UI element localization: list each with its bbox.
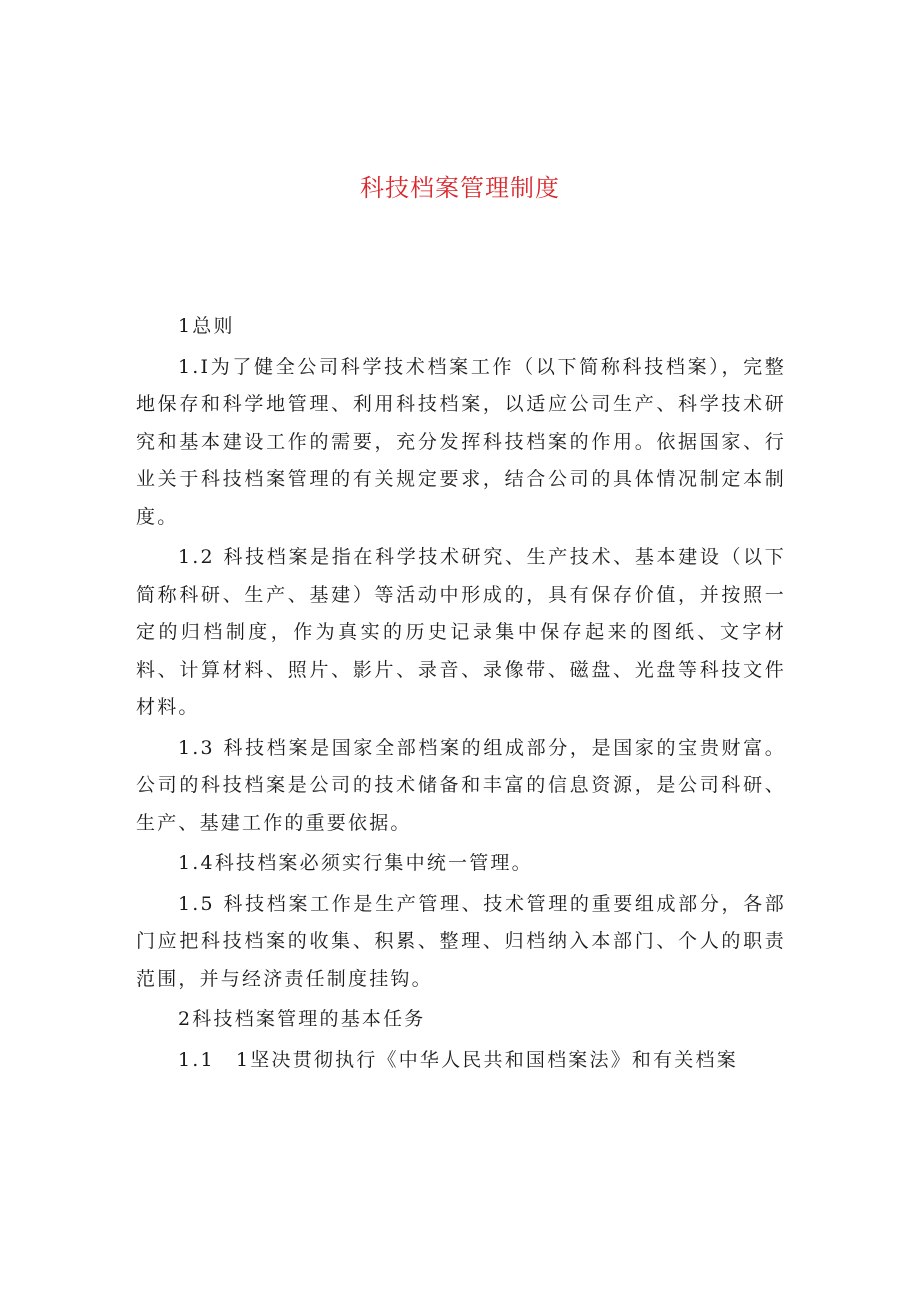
paragraph-1-1: 1.I为了健全公司科学技术档案工作（以下简称科技档案），完整地保存和科学地管理、利用科技档案，以适应公司生产、科学技术研究和基本建设工作的需要，充分发挥科技档案的作用。依据国家、行业关于科技档案管理的有关规定要求，结合公司的具体情况制定本制度。: [136, 355, 786, 528]
section-heading-general: 1总则: [178, 315, 235, 337]
document-title: 科技档案管理制度: [360, 174, 560, 202]
section-heading-basic-tasks: 2科技档案管理的基本任务: [178, 1008, 426, 1030]
paragraph-1-2: 1.2 科技档案是指在科学技术研究、生产技术、基本建设（以下简称科研、生产、基建）等活动中形成的，具有保存价值，并按照一定的归档制度，作为真实的历史记录集中保存起来的图纸、文字材料、计算材料、照片、影片、录音、录像带、磁盘、光盘等科技文件材料。: [136, 546, 786, 718]
paragraph-1-4: 1.4科技档案必须实行集中统一管理。: [178, 852, 533, 874]
paragraph-2-1: 1.1 1坚决贯彻执行《中华人民共和国档案法》和有关档案: [178, 1048, 738, 1071]
paragraph-1-3: 1.3 科技档案是国家全部档案的组成部分，是国家的宝贵财富。公司的科技档案是公司的技术储备和丰富的信息资源，是公司科研、生产、基建工作的重要依据。: [136, 736, 786, 834]
paragraph-1-5: 1.5 科技档案工作是生产管理、技术管理的重要组成部分，各部门应把科技档案的收集、积累、整理、归档纳入本部门、个人的职责范围，并与经济责任制度挂钩。: [136, 892, 786, 990]
document-body: [136, 308, 786, 1082]
